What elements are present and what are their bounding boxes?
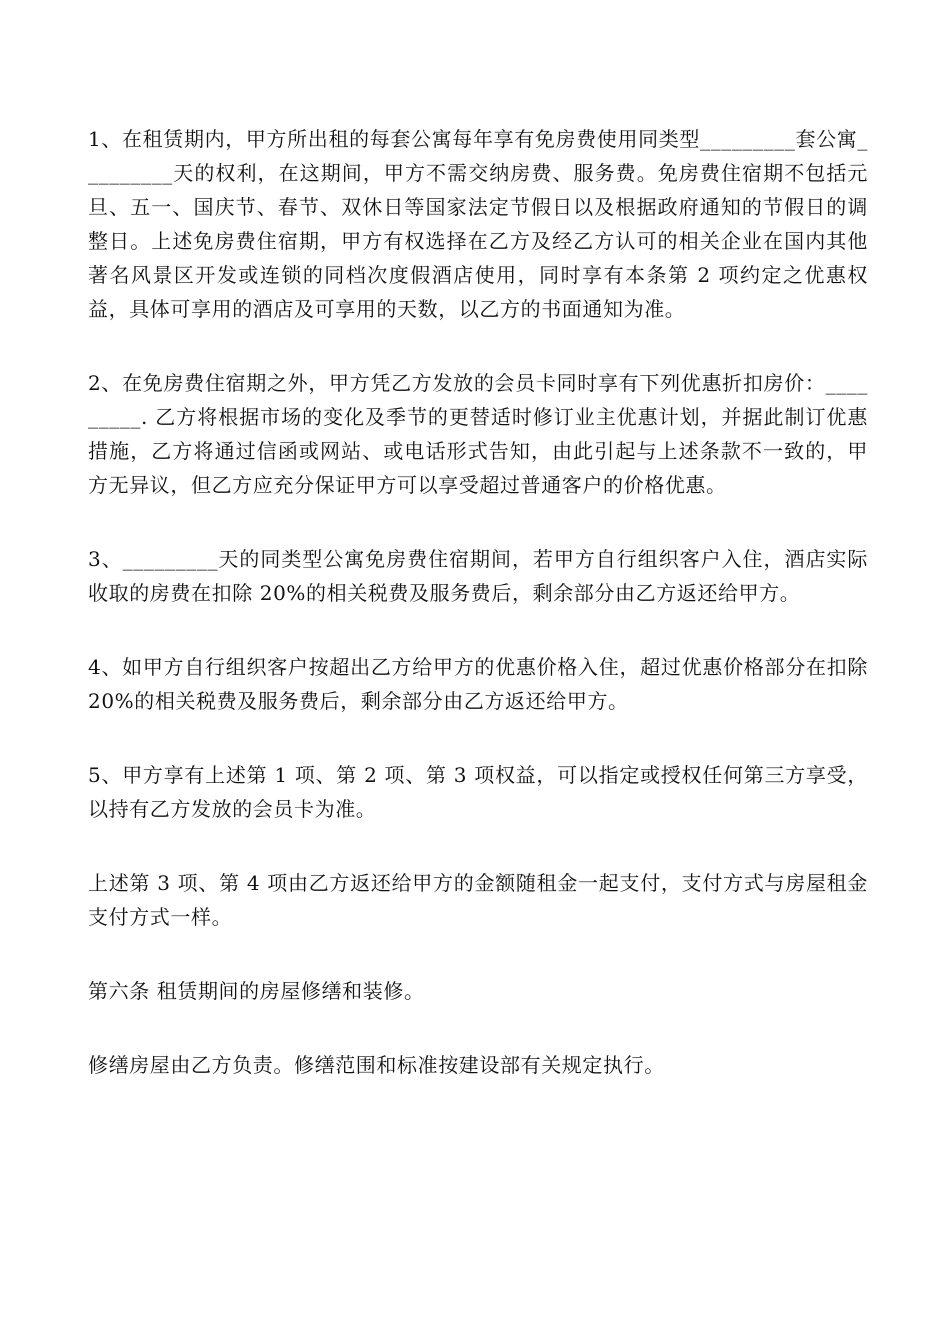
paragraph-spacer: [88, 718, 868, 758]
clause-5-paragraph: 5、甲方享有上述第 1 项、第 2 项、第 3 项权益，可以指定或授权任何第三方享受，以持有乙方发放的会员卡为准。: [88, 763, 868, 821]
paragraph-spacer: [88, 934, 868, 974]
payment-note-paragraph: 上述第 3 项、第 4 项由乙方返还给甲方的金额随租金一起支付，支付方式与房屋租金支付方式一样。: [88, 871, 868, 929]
document-body: [88, 122, 868, 1082]
article-six-heading: 第六条 租赁期间的房屋修缮和装修。: [88, 979, 425, 1003]
clause-3-paragraph: 3、_________天的同类型公寓免房费住宿期间，若甲方自行组织客户入住，酒店实际收取的房费在扣除 20%的相关税费及服务费后，剩余部分由乙方返还给甲方。: [88, 547, 868, 605]
paragraph-spacer: [88, 610, 868, 650]
paragraph-spacer: [88, 502, 868, 542]
repair-responsibility-paragraph: 修缮房屋由乙方负责。修缮范围和标准按建设部有关规定执行。: [88, 1053, 665, 1077]
paragraph-spacer: [88, 826, 868, 866]
clause-1-paragraph: 1、在租赁期内，甲方所出租的每套公寓每年享有免房费使用同类型_________套公寓_________天的权利，在这期间，甲方不需交纳房费、服务费。免房费住宿期不包括元旦、五一、国庆节、春节、双休日等国家法定节假日以及根据政府通知的节假日的调整日。上述免房费住宿期，甲方有权选择在乙方及经乙方认可的相关企业在国内其他著名风景区开发或连锁的同档次度假酒店使用，同时享有本条第 2 项约定之优惠权益，具体可享用的酒店及可享用的天数，以乙方的书面通知为准。: [88, 127, 868, 321]
clause-2-paragraph: 2、在免房费住宿期之外，甲方凭乙方发放的会员卡同时享有下列优惠折扣房价：_________. 乙方将根据市场的变化及季节的更替适时修订业主优惠计划，并据此制订优惠措施，乙方将通过信函或网站、或电话形式告知，由此引起与上述条款不一致的，甲方无异议，但乙方应充分保证甲方可以享受超过普通客户的价格优惠。: [88, 371, 868, 497]
paragraph-spacer: [88, 1008, 868, 1048]
clause-4-paragraph: 4、如甲方自行组织客户按超出乙方给甲方的优惠价格入住，超过优惠价格部分在扣除 20%的相关税费及服务费后，剩余部分由乙方返还给甲方。: [88, 655, 868, 713]
paragraph-spacer: [88, 326, 868, 366]
